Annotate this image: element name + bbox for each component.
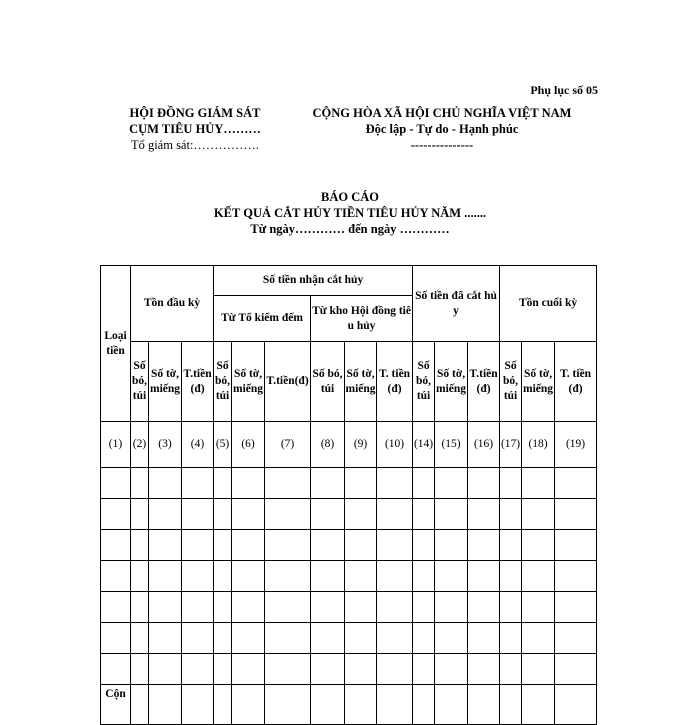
column-number: (17) xyxy=(500,422,522,468)
cluster-name: CỤM TIÊU HỦY……… xyxy=(129,122,261,136)
group-ton-cuoi-ky: Tồn cuối kỳ xyxy=(500,266,597,342)
subheader-cell: Số bó, túi xyxy=(214,342,232,422)
column-number: (14) xyxy=(413,422,435,468)
table-row xyxy=(101,592,597,623)
table-row xyxy=(101,499,597,530)
column-number: (8) xyxy=(311,422,345,468)
table-row xyxy=(101,530,597,561)
subheader-cell: Số tờ, miếng xyxy=(345,342,377,422)
total-row xyxy=(101,685,597,725)
table-row xyxy=(101,654,597,685)
col-loai-tien: Loại tiền xyxy=(101,266,131,422)
subheader-cell: Số tờ, miếng xyxy=(149,342,182,422)
subheader-cell: T.tiền (đ) xyxy=(182,342,214,422)
column-number: (3) xyxy=(149,422,182,468)
sub-tu-kho: Từ kho Hội đồng tiêu hủy xyxy=(311,296,413,342)
column-number: (18) xyxy=(522,422,555,468)
subheader-cell: T.tiền (đ) xyxy=(468,342,500,422)
subheader-cell: Số tờ, miếng xyxy=(435,342,468,422)
header-right xyxy=(292,105,592,153)
column-number: (9) xyxy=(345,422,377,468)
table-row xyxy=(101,623,597,654)
report-title-block xyxy=(100,189,600,237)
motto-divider: --------------- xyxy=(410,138,474,152)
subheader-cell: Số tờ, miếng xyxy=(522,342,555,422)
subheader-cell: T. tiền(đ) xyxy=(555,342,597,422)
column-number: (15) xyxy=(435,422,468,468)
column-number: (5) xyxy=(214,422,232,468)
subheader-cell: Số bó, túi xyxy=(500,342,522,422)
header-left xyxy=(100,105,290,153)
column-number: (10) xyxy=(377,422,413,468)
group-so-tien-nhan: Số tiền nhận cắt hủy xyxy=(214,266,413,296)
header-row-3 xyxy=(101,342,597,422)
council-name: HỘI ĐỒNG GIÁM SÁT xyxy=(129,106,261,120)
table-row xyxy=(101,468,597,499)
appendix-label: Phụ lục số 05 xyxy=(530,83,598,97)
column-number: (4) xyxy=(182,422,214,468)
report-period: Từ ngày………… đến ngày ………… xyxy=(250,222,450,236)
column-number: (7) xyxy=(265,422,311,468)
subheader-cell: Số tờ, miếng xyxy=(232,342,265,422)
report-title: BÁO CÁO xyxy=(321,190,379,204)
column-number: (6) xyxy=(232,422,265,468)
subheader-cell: Số bó, túi xyxy=(413,342,435,422)
report-table xyxy=(100,265,597,725)
country-name: CỘNG HÒA XÃ HỘI CHỦ NGHĨA VIỆT NAM xyxy=(312,106,572,120)
report-subtitle: KẾT QUẢ CẮT HỦY TIỀN TIÊU HỦY NĂM ....... xyxy=(213,206,487,220)
column-number: (19) xyxy=(555,422,597,468)
column-number: (2) xyxy=(131,422,149,468)
subheader-cell: Số bó, túi xyxy=(311,342,345,422)
supervision-team: Tổ giám sát:……………. xyxy=(130,138,260,152)
header-row-1 xyxy=(101,266,597,296)
group-ton-dau-ky: Tồn đầu kỳ xyxy=(131,266,214,342)
subheader-cell: Số bó, túi xyxy=(131,342,149,422)
subheader-cell: T. tiền(đ) xyxy=(377,342,413,422)
total-label: Cộn xyxy=(101,685,131,725)
subheader-cell: T.tiền(đ) xyxy=(265,342,311,422)
table-row xyxy=(101,561,597,592)
column-number-row xyxy=(101,422,597,468)
motto: Độc lập - Tự do - Hạnh phúc xyxy=(365,122,519,136)
column-number: (1) xyxy=(101,422,131,468)
group-da-cat-huy: Số tiền đã cắt hủy xyxy=(413,266,500,342)
sub-tu-to-kiem-dem: Từ Tổ kiểm đếm xyxy=(214,296,311,342)
column-number: (16) xyxy=(468,422,500,468)
